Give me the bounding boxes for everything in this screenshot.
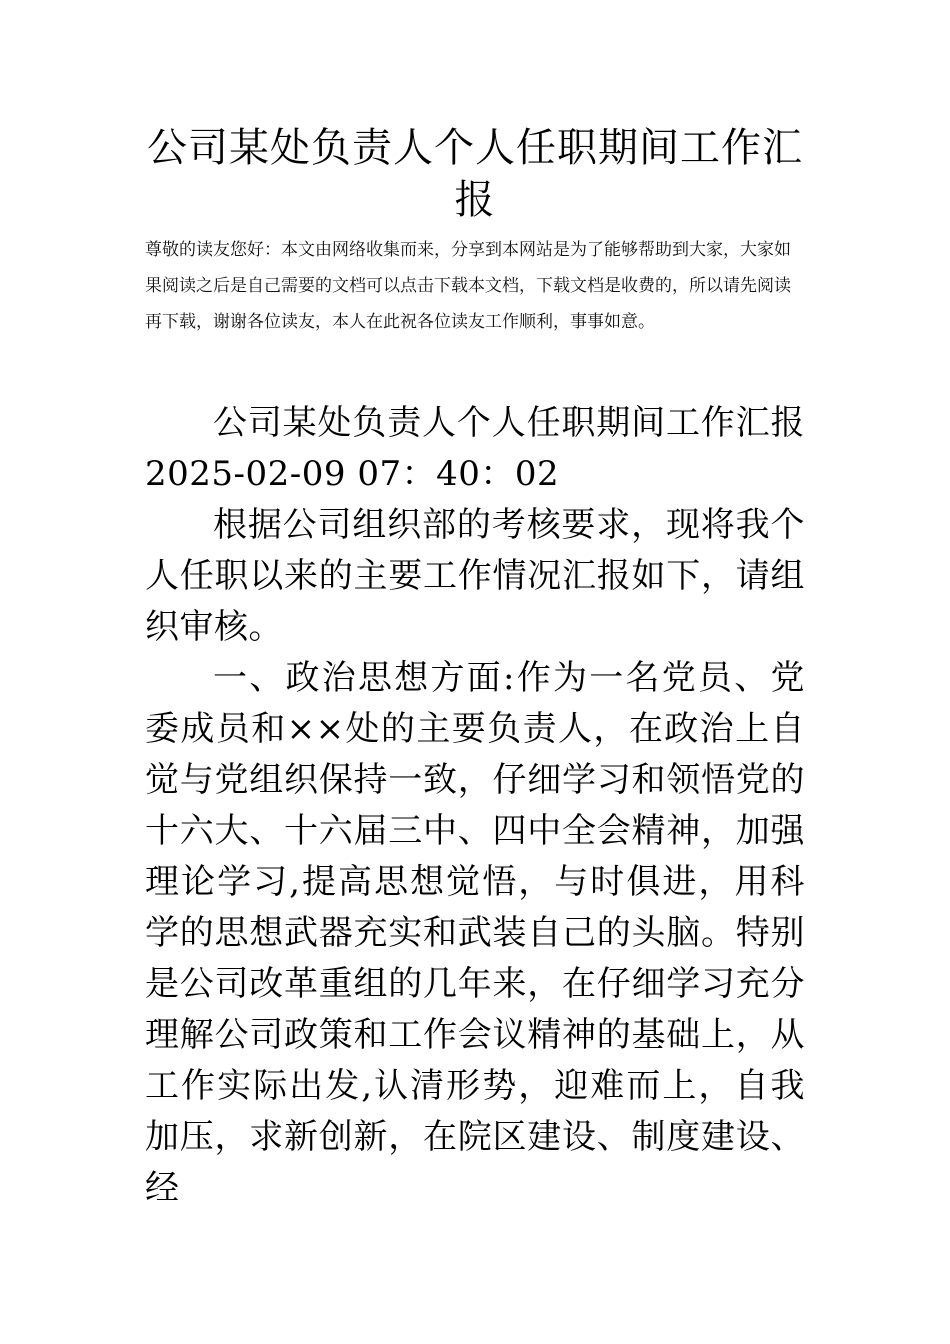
body-paragraph-title-date: 公司某处负责人个人任职期间工作汇报 2025-02-09 07：40：02 xyxy=(145,403,805,494)
body-paragraph-political: 一、政治思想方面:作为一名党员、党委成员和××处的主要负责人，在政治上自觉与党组织保持一致，仔细学习和领悟党的十六大、十六届三中、四中全会精神，加强理论学习,提高思想觉悟，与时俱进，用科学的思想武器充实和武装自己的头脑。特别是公司改革重组的几年来，在仔细学习充分理解公司政策和工作会议精神的基础上，从工作实际出发,认清形势，迎难而上，自我加压，求新创新，在院区建设、制度建设、经 xyxy=(145,658,805,1208)
document-title: 公司某处负责人个人任职期间工作汇报 xyxy=(147,125,803,223)
reader-notice: 尊敬的读友您好：本文由网络收集而来，分享到本网站是为了能够帮助到大家，大家如果阅读之后是自己需要的文档可以点击下载本文档，下载文档是收费的，所以请先阅读再下载，谢谢各位读友，本人在此祝各位读友工作顺利，事事如意。 xyxy=(145,240,791,332)
body-paragraph-intro: 根据公司组织部的考核要求，现将我个人任职以来的主要工作情况汇报如下，请组织审核。 xyxy=(145,505,805,647)
document-body xyxy=(145,398,805,1214)
